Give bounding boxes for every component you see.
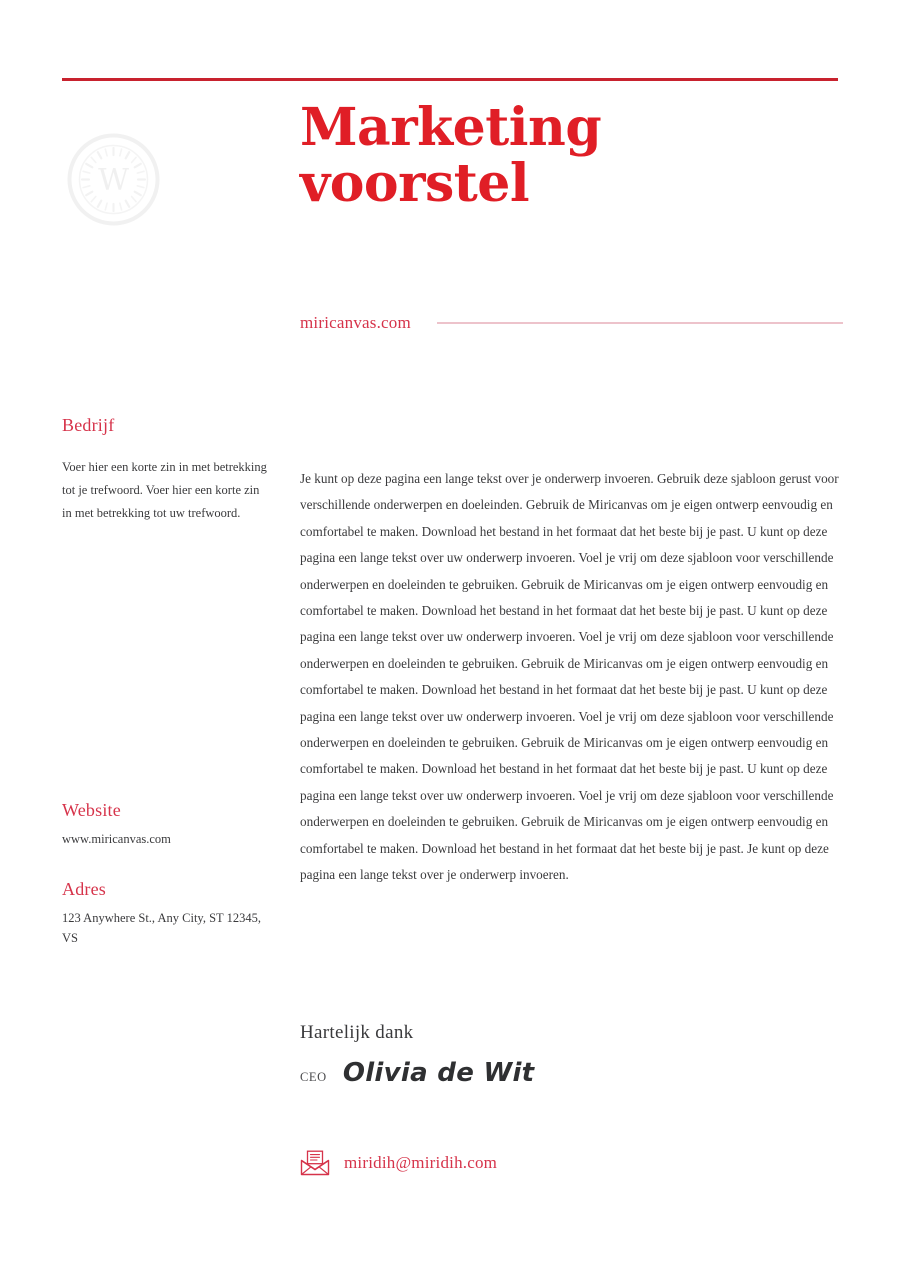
sidebar-heading-website: Website [62,800,121,820]
header-thin-rule [437,322,843,324]
page-title-line-2: voorstel [300,153,530,215]
sidebar-heading-company: Bedrijf [62,415,115,435]
sidebar-heading-address: Adres [62,879,106,899]
thanks-text: Hartelijk dank [300,1022,414,1043]
website-url-header[interactable]: miricanvas.com [300,313,411,332]
logo-monogram: W [98,163,129,198]
email-address[interactable]: miridih@miridih.com [344,1153,498,1172]
sidebar-text-company: Voer hier een korte zin in met betrekking tot je trefwoord. Voer hier een korte zin in met betrekking tot uw trefwoord. [62,460,267,521]
sidebar-text-address: 123 Anywhere St., Any City, ST 12345, VS [62,911,261,945]
website-header-line [300,313,843,333]
envelope-icon [300,1150,330,1176]
signature-name: Olivia de Wit [342,1058,535,1088]
signature-row [300,1058,720,1088]
email-contact-row[interactable] [300,1150,497,1176]
top-divider-rule [62,78,838,81]
signature-block [300,1022,720,1088]
page-title-line-1: Marketing [300,97,602,158]
company-logo-emblem [67,133,160,226]
sidebar-text-website[interactable]: www.miricanvas.com [62,832,171,846]
main-body-paragraph: Je kunt op deze pagina een lange tekst over je onderwerp invoeren. Gebruik deze sjabloon gerust voor verschillende onderwerpen en doeleinden. Gebruik de Miricanvas om je eigen ontwerp eenvoudig en comfortabel te maken. Download het bestand in het formaat dat het beste bij je past. U kunt op deze pagina een lange tekst over uw onderwerp invoeren. Voel je vrij om deze sjabloon voor verschillende onderwerpen en doeleinden te gebruiken. Gebruik de Miricanvas om je eigen ontwerp eenvoudig en comfortabel te maken. Download het bestand in het formaat dat het beste bij je past. U kunt op deze pagina een lange tekst over uw onderwerp invoeren. Voel je vrij om deze sjabloon voor verschillende onderwerpen en doeleinden te gebruiken. Gebruik de Miricanvas om je eigen ontwerp eenvoudig en comfortabel te maken. Download het bestand in het formaat dat het beste bij je past. U kunt op deze pagina een lange tekst over uw onderwerp invoeren. Voel je vrij om deze sjabloon voor verschillende onderwerpen en doeleinden te gebruiken. Gebruik de Miricanvas om je eigen ontwerp eenvoudig en comfortabel te maken. Download het bestand in het formaat dat het beste bij je past. U kunt op deze pagina een lange tekst over uw onderwerp invoeren. Voel je vrij om deze sjabloon voor verschillende onderwerpen en doeleinden te gebruiken. Gebruik de Miricanvas om je eigen ontwerp eenvoudig en comfortabel te maken. Download het bestand in het formaat dat het beste bij je past. Je kunt op deze pagina een lange tekst over je onderwerp invoeren. [300,471,839,883]
sidebar-company-block [62,415,267,525]
sidebar-contact-block [62,800,277,948]
badge-emblem-icon [67,133,160,226]
page-title [300,97,800,215]
signature-role: CEO [300,1070,327,1084]
